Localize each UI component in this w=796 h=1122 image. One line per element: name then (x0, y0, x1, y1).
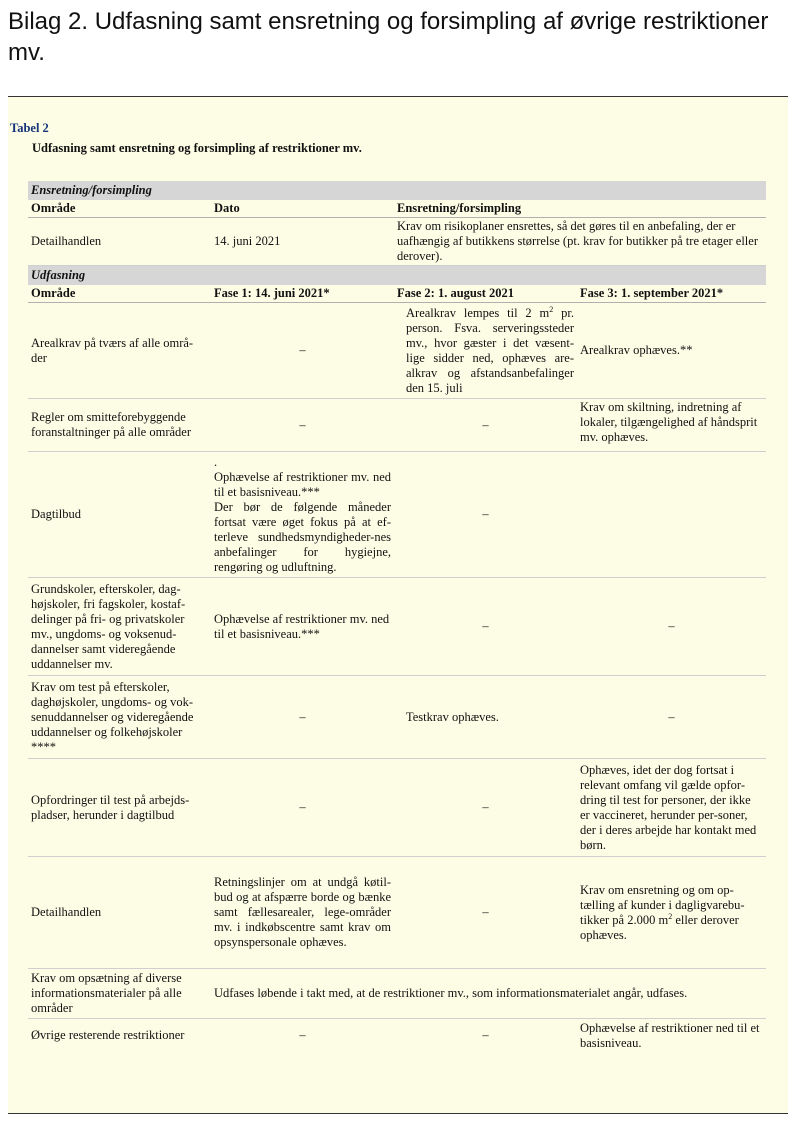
column-header-row (28, 285, 766, 303)
phase1-cell: – (211, 399, 394, 452)
phase3-cell: Ophævelse af restriktioner ned til et basisniveau. (580, 1020, 760, 1050)
phase2-cell: Testkrav ophæves. (394, 676, 577, 759)
table-panel (8, 96, 788, 1114)
date-cell: 14. juni 2021 (211, 218, 394, 266)
area-cell: Krav om opsætning af diverse informationsmaterialer på alle områder (28, 969, 211, 1019)
phase1-cell: – (211, 676, 394, 759)
table-row (28, 452, 766, 578)
phase2-cell: – (394, 399, 577, 452)
section-band (28, 181, 766, 200)
section-band (28, 266, 766, 286)
area-cell: Detailhandlen (28, 218, 211, 266)
page-heading: Bilag 2. Udfasning samt ensretning og forsimpling af øvrige restriktioner mv. (8, 8, 769, 66)
area-cell: Dagtilbud (28, 452, 211, 578)
area-cell: Øvrige resterende restriktioner (31, 1028, 185, 1043)
section-band-label: Udfasning (28, 266, 766, 286)
table-label: Tabel 2 (10, 121, 49, 135)
phase1-cell: – (299, 1028, 306, 1043)
phase2-cell: – (394, 578, 577, 676)
phase2-cell: – (394, 759, 577, 857)
phase3-cell: Krav om skiltning, indretning af lokaler, tilgængelighed af håndsprit mv. ophæves. (577, 399, 766, 452)
column-header: Dato (211, 200, 394, 218)
column-header: Område (28, 200, 211, 218)
phase1-cell: . Ophævelse af restriktioner mv. ned til et basisniveau.*** Der bør de følgende måneder fortsat være øget fokus på at ef-terleve sundhedsmyndigheder-nes anbefalinger for hygiejne, rengøring og udluftning. (211, 452, 394, 578)
text-cell: Krav om risikoplaner ensrettes, så det gøres til en anbefaling, der er uafhængig af butikkens størrelse (pt. krav for butikker på tre etager eller derover). (394, 218, 766, 266)
table-row (28, 218, 766, 266)
restrictions-table (28, 181, 766, 1053)
phase3-cell: Arealkrav ophæves.** (577, 303, 766, 399)
table-row (28, 676, 766, 759)
column-header: Fase 1: 14. juni 2021* (211, 285, 394, 303)
area-cell: Regler om smitteforebyggende foranstaltninger på alle områder (28, 399, 211, 452)
table-row (28, 399, 766, 452)
column-header: Ensretning/forsimpling (394, 200, 766, 218)
column-header: Område (28, 285, 211, 303)
table-row (28, 857, 766, 969)
phase2-cell: – (482, 1028, 489, 1043)
table-row (28, 759, 766, 857)
phase2-cell: – (394, 857, 577, 969)
span-cell: Udfases løbende i takt med, at de restriktioner mv., som informationsmaterialet angår, udfases. (211, 969, 766, 1019)
table-row (28, 969, 766, 1019)
phase1-cell: Ophævelse af restriktioner mv. ned til et basisniveau.*** (211, 578, 394, 676)
area-cell: Arealkrav på tværs af alle områ- der (28, 303, 211, 399)
phase3-cell: – (577, 676, 766, 759)
phase3-cell (577, 452, 766, 578)
column-header-row (28, 200, 766, 218)
phase3-cell: Ophæves, idet der dog fortsat i relevant omfang vil gælde opfor-dring til test for personer, der ikke er vaccineret, herunder per-soner, der i deres arbejde har kontakt med børn. (577, 759, 766, 857)
area-cell: Grundskoler, efterskoler, dag-højskoler, fri fagskoler, kostaf-delinger på fri- og privatskoler mv., ungdoms- og voksenud-dannelser samt videregående uddannelser mv. (28, 578, 211, 676)
column-header: Fase 2: 1. august 2021 (394, 285, 577, 303)
section-band-label: Ensretning/forsimpling (28, 181, 766, 200)
table-title: Udfasning samt ensretning og forsimpling af restriktioner mv. (32, 141, 362, 155)
table-row (28, 578, 766, 676)
phase1-cell: – (211, 303, 394, 399)
area-cell: Opfordringer til test på arbejds-pladser, herunder i dagtilbud (28, 759, 211, 857)
area-cell: Krav om test på efterskoler, daghøjskoler, ungdoms- og vok-senuddannelser og videregående uddannelser og folkehøjskoler **** (28, 676, 211, 759)
phase1-cell: Retningslinjer om at undgå køtil-bud og at afspærre borde og bænke samt fællesarealer, lege-områder mv. i indkøbscentre samt krav om opsynspersonale ophæves. (211, 857, 394, 969)
phase2-cell: – (394, 452, 577, 578)
column-header: Fase 3: 1. september 2021* (577, 285, 766, 303)
phase3-cell: Krav om ensretning og om op-tælling af kunder i dagligvarebu-tikker på 2.000 $m^2$ eller derover ophæves. (577, 857, 766, 969)
table-row (28, 1019, 766, 1053)
phase3-cell: – (577, 578, 766, 676)
phase1-cell: – (211, 759, 394, 857)
area-cell: Detailhandlen (28, 857, 211, 969)
phase2-cell: Arealkrav lempes til 2 $m^2$ pr. person. Fsva. serveringssteder mv., hvor gæster i det væsent-lige sidder ned, ophæves are-alkrav og afstandsanbefalinger den 15. juli (394, 303, 577, 399)
table-row (28, 303, 766, 399)
